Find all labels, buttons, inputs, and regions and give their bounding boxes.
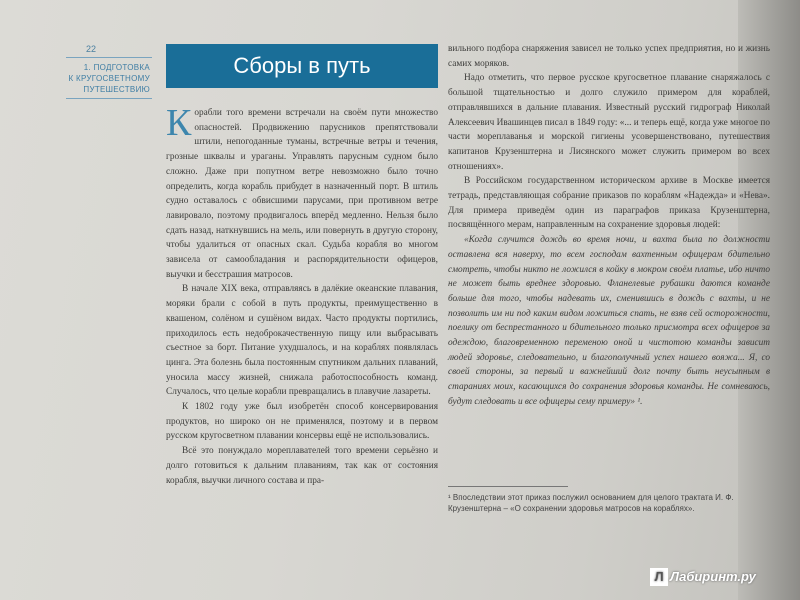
paragraph: вильного подбора снаряжения зависел не только успех предприятия, но и жизнь самих моряков. bbox=[448, 44, 770, 69]
paragraph-text: орабли того времени встречали на своём пути множество опасностей. Продвижению парусников препятствовали штили, непогоданные туманы, встречные ветры и течения, грозные шквалы и ураганы. Управлять парусным судном было сложно. Даже при попутном ветре невозможно было точно определить, когда корабль прибудет в назначенный порт. В штиль судно оставалось с обвисшими парусами, при противном ветре лавировало, поэтому продвигалось вперёд медленно. Нельзя было сдать назад, наткнувшись на мель, или повернуть в другую сторону, чтобы удалиться от опасных скал. Судьба корабля во многом зависела от самообладания и распорядительности офицеров, выучки и бесстрашия матросов. bbox=[166, 108, 438, 280]
paragraph: В начале XIX века, отправляясь в далёкие океанские плавания, моряки брали с собой в путь продукты, преимущественно в квашеном, солёном и сушёном видах. Часто продукты портились, приходилось есть недоброкачественную пищу или выбрасывать съестное за борт. Питание ухудшалось, и на кораблях появлялась цинга. Эта болезнь была постоянным спутником дальних плаваний, уносила массу жизней, снижала работоспособность команд. Случалось, что целые корабли превращались в плавучие лазареты. bbox=[166, 284, 438, 398]
left-column bbox=[166, 102, 438, 488]
watermark-text: Лабиринт.ру bbox=[670, 569, 756, 584]
paragraph: Всё это понуждало мореплавателей того времени серьёзно и долго готовиться к дальним плаваниям, так как от состояния корабля, выучки личного состава и пра- bbox=[166, 446, 438, 486]
paragraph: К 1802 году уже был изобретён способ консервирования продуктов, но широко он не применялся, поэтому и в первом русском кругосветном плавании консервы ещё не использовались. bbox=[166, 402, 438, 442]
watermark-icon: Л bbox=[650, 568, 668, 586]
chapter-title-banner bbox=[166, 44, 438, 88]
watermark-logo bbox=[650, 568, 756, 586]
header-rule-bottom bbox=[66, 98, 152, 99]
quote-paragraph: «Когда случится дождь во время ночи, и вахта была по должности оставлена вся наверху, то всем господам вахтенным офицерам бдительно смотреть, чтобы никто не ложился в койку в мокром своём платье, ибо ничто не может быть вреднее здоровью. Фланелевые рубашки даются команде больше для того, чтобы надевать их, сменившись в дождь с вахты, и не позволить им ни под каким видом ложиться спать, не взяв сей осторожности, поелику от беспрестанного и бдительного только присмотра всех офицеров за одеждою, благовременною переменою оной и чистотою команды зависит людей здоровье, следовательно, и благополучный успех нашего вояжа... Я, со своей стороны, за первый и важнейший долг почту быть неусыпным в стараниях моих, касающихся до сохранения здоровья команды. Не сомневаюсь, будут следовать и все офицеры сему примеру» ¹. bbox=[448, 235, 770, 407]
paragraph: Надо отметить, что первое русское кругосветное плавание снаряжалось с большой тщательностью и долго служило примером для кораблей, отправлявшихся в дальние плавания. Известный русский гидрограф Николай Алексеевич Ивашинцев писал в 1849 году: «... и теперь ещё, когда уже многое по части мореплаванья и морской гигиены усовершенствовано, путешествия капитанов Крузенштерна и Лисянского может служить примером во всех отношениях». bbox=[448, 73, 771, 172]
section-title bbox=[66, 62, 150, 95]
paragraph: В Российском государственном историческом архиве в Москве имеется тетрадь, представляющая собрание приказов по кораблям «Надежда» и «Нева». Для примера приведём один из параграфов приказа Крузенштерна, посвящённого мерам, направленным на сохранение здоровья людей: bbox=[448, 176, 770, 231]
section-line: ПУТЕШЕСТВИЮ bbox=[83, 85, 150, 94]
section-line: К КРУГОСВЕТНОМУ bbox=[68, 74, 150, 83]
section-line: 1. ПОДГОТОВКА bbox=[83, 63, 150, 72]
page-number: 22 bbox=[86, 44, 97, 54]
chapter-title: Сборы в путь bbox=[233, 53, 371, 78]
footnote: ¹ Впоследствии этот приказ послужил основанием для целого трактата И. Ф. Крузенштерна – «О сохранении здоровья матросов на кораблях». bbox=[448, 493, 734, 513]
drop-cap: К bbox=[166, 102, 192, 144]
footnote-rule bbox=[448, 486, 568, 487]
right-column bbox=[448, 42, 770, 410]
paragraph bbox=[166, 102, 438, 282]
header-rule-top bbox=[66, 57, 152, 58]
